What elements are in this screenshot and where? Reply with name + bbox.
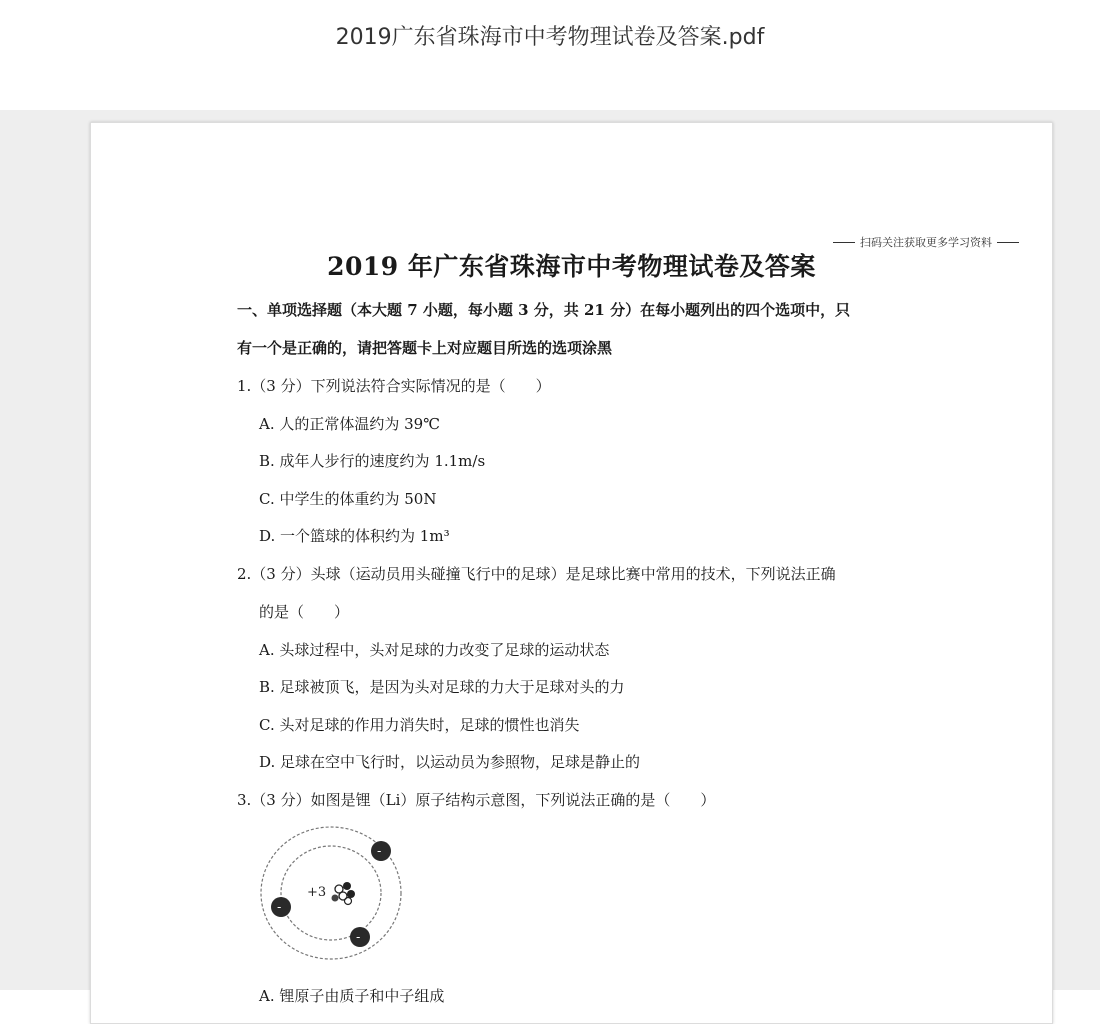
q1-option-d: D. 一个篮球的体积约为 1m³ (259, 527, 450, 545)
section-heading-line-1: 一、单项选择题（本大题 7 小题，每小题 3 分，共 21 分）在每小题列出的四个选项中，只 (237, 301, 851, 319)
q2-option-c: C. 头对足球的作用力消失时，足球的惯性也消失 (259, 716, 580, 734)
svg-text:-: - (277, 900, 282, 914)
q2-stem-line-1: 2.（3 分）头球（运动员用头碰撞飞行中的足球）是足球比赛中常用的技术，下列说法正确 (237, 565, 836, 583)
pdf-page (90, 122, 1053, 1024)
q1-option-b: B. 成年人步行的速度约为 1.1m/s (259, 452, 486, 470)
pdf-viewer[interactable] (0, 110, 1100, 1005)
lithium-atom-diagram (251, 823, 411, 963)
electron-left (271, 897, 291, 917)
watermark-text: 扫码关注获取更多学习资料 (860, 236, 992, 249)
q2-option-d: D. 足球在空中飞行时，以运动员为参照物，足球是静止的 (259, 753, 641, 771)
q1-stem: 1.（3 分）下列说法符合实际情况的是（ ） (237, 377, 551, 395)
watermark-dash-left (833, 242, 855, 243)
electron-top-right (371, 841, 391, 861)
file-header (0, 0, 1100, 110)
electron-bottom (350, 927, 370, 947)
document-title: 2019 年广东省珠海市中考物理试卷及答案 (327, 252, 816, 281)
file-title: 2019广东省珠海市中考物理试卷及答案.pdf (335, 25, 765, 50)
q1-option-c: C. 中学生的体重约为 50N (259, 490, 437, 508)
q2-stem-line-2: 的是（ ） (259, 603, 350, 621)
svg-text:-: - (377, 844, 382, 858)
q3-stem: 3.（3 分）如图是锂（Li）原子结构示意图，下列说法正确的是（ ） (237, 791, 716, 809)
inner-orbit (281, 846, 381, 940)
nucleus-charge-label: +3 (307, 885, 327, 900)
q3-option-a: A. 锂原子由质子和中子组成 (259, 987, 445, 1005)
nucleus (332, 882, 356, 905)
q2-option-a: A. 头球过程中，头对足球的力改变了足球的运动状态 (259, 641, 610, 659)
section-heading-line-2: 有一个是正确的，请把答题卡上对应题目所选的选项涂黑 (237, 339, 613, 357)
q2-option-b: B. 足球被顶飞，是因为头对足球的力大于足球对头的力 (259, 678, 625, 696)
q1-option-a: A. 人的正常体温约为 39℃ (259, 415, 441, 433)
svg-text:-: - (356, 930, 361, 944)
watermark-dash-right (997, 242, 1019, 243)
